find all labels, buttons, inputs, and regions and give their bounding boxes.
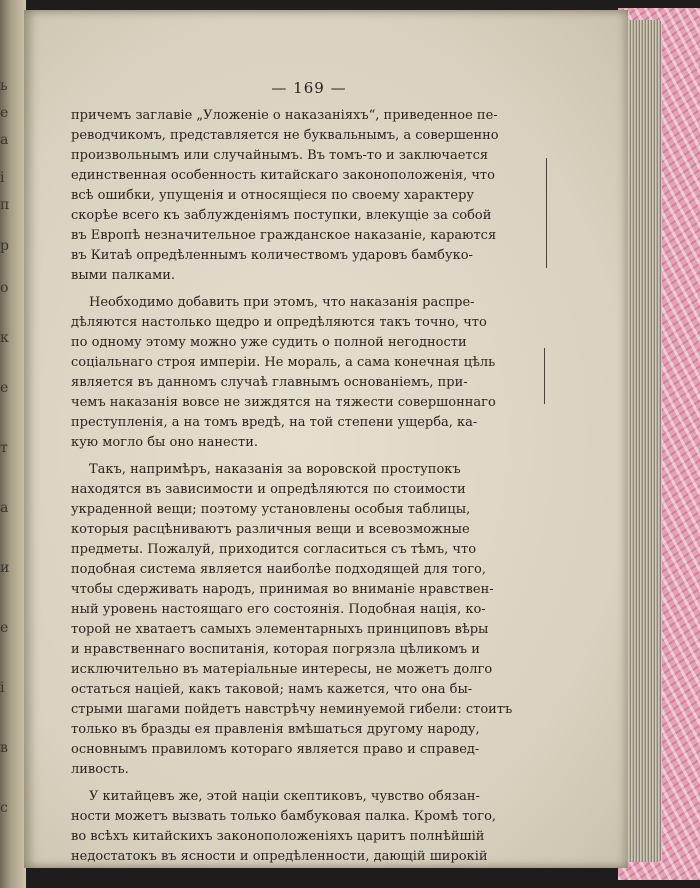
text-line: предметы. Пожалуй, приходится согласиться съ тѣмъ, что <box>71 542 477 557</box>
text-line: произвольнымъ или случайнымъ. Въ томъ-то и заключается <box>71 148 489 163</box>
left-page-fragment: а <box>0 132 9 148</box>
text-line: только въ бразды ея правленія вмѣшаться другому народу, <box>71 722 480 737</box>
text-line: торой не хватаетъ самыхъ элементарныхъ принциповъ вѣры <box>71 622 489 637</box>
text-line: скорѣе всего къ заблужденіямъ поступки, влекущіе за собой <box>71 208 492 223</box>
left-page-fragment: с <box>0 800 8 816</box>
text-line: ливость. <box>71 762 129 777</box>
left-page-fragment: е <box>0 380 9 396</box>
text-line: находятся въ зависимости и опредѣляются по стоимости <box>71 482 466 497</box>
text-line: стрыми шагами пойдетъ навстрѣчу неминуемой гибели: стоитъ <box>71 702 513 717</box>
left-page-fragment: і <box>0 680 5 696</box>
text-line: и нравственнаго воспитанія, которая погрязла цѣликомъ и <box>71 642 480 657</box>
text-line: недостатокъ въ ясности и опредѣленности, дающій широкій <box>71 849 488 864</box>
text-line: остаться націей, какъ таковой; намъ кажется, что она бы- <box>71 682 473 697</box>
paragraph-first-line: У китайцевъ же, этой націи скептиковъ, чувство обязан- <box>89 789 480 804</box>
text-line: въ Китаѣ опредѣленнымъ количествомъ ударовъ бамбуко- <box>71 248 473 263</box>
text-line: ности можетъ вызвать только бамбуковая палка. Кромѣ того, <box>71 809 497 824</box>
text-line: является въ данномъ случаѣ главнымъ основаніемъ, при- <box>71 375 468 390</box>
previous-page-sliver <box>0 0 26 888</box>
text-line: въ Европѣ незначительное гражданское наказаніе, караются <box>71 228 497 243</box>
margin-pencil-mark <box>546 158 547 268</box>
text-line: подобная система является наиболѣе подходящей для того, <box>71 562 486 577</box>
text-line: исключительно въ матеріальные интересы, не можетъ долго <box>71 662 493 677</box>
text-line: чтобы сдерживать народъ, принимая во вниманіе нравствен- <box>71 582 494 597</box>
text-line: выми палками. <box>71 268 176 283</box>
text-line: дѣляются настолько щедро и опредѣляются такъ точно, что <box>71 315 487 330</box>
left-page-fragment: к <box>0 330 9 346</box>
left-page-fragment: е <box>0 105 9 121</box>
text-line: преступленія, а на томъ вредѣ, на той степени ущерба, ка- <box>71 415 478 430</box>
left-page-fragment: т <box>0 440 8 456</box>
text-line: во всѣхъ китайскихъ законоположеніяхъ царитъ полнѣйшій <box>71 829 485 844</box>
paragraph-first-line: Необходимо добавить при этомъ, что наказанія распре- <box>89 295 475 310</box>
paragraph-first-line: Такъ, напримѣръ, наказанія за воровской проступокъ <box>89 462 461 477</box>
text-line: которыя расцѣниваютъ различныя вещи и всевозможные <box>71 522 470 537</box>
left-page-fragment: ь <box>0 78 8 94</box>
page-number: — 169 — <box>271 79 347 97</box>
text-line: единственная особенность китайскаго законоположенія, что <box>71 168 495 183</box>
left-page-fragment: о <box>0 280 9 296</box>
text-line: по одному этому можно уже судить о полной негодности <box>71 335 467 350</box>
left-page-fragment: р <box>0 238 9 254</box>
left-page-fragment: е <box>0 620 9 636</box>
left-page-fragment: а <box>0 500 9 516</box>
text-line: соціальнаго строя имперіи. Не мораль, а сама конечная цѣль <box>71 355 496 370</box>
book-page <box>24 10 628 868</box>
text-line: украденной вещи; поэтому установлены особыя таблицы, <box>71 502 471 517</box>
text-line: чемъ наказанія вовсе не зиждятся на тяжести совершоннаго <box>71 395 496 410</box>
page-text <box>71 106 616 867</box>
text-line: причемъ заглавіе „Уложеніе о наказаніяхъ“, приведенное пе- <box>71 108 498 123</box>
text-line: ный уровень настоящаго его состоянія. Подобная нація, ко- <box>71 602 486 617</box>
text-line: основнымъ правиломъ котораго является право и справед- <box>71 742 480 757</box>
left-page-fragment: п <box>0 197 10 213</box>
left-page-fragment: і <box>0 170 5 186</box>
text-line: всѣ ошибки, упущенія и относящіеся по своему характеру <box>71 188 475 203</box>
margin-pencil-mark <box>544 348 545 404</box>
left-page-fragment: и <box>0 560 10 576</box>
text-line: реводчикомъ, представляется не буквальнымъ, а совершенно <box>71 128 499 143</box>
left-page-fragment: в <box>0 740 8 756</box>
text-line: кую могло бы оно нанести. <box>71 435 258 450</box>
